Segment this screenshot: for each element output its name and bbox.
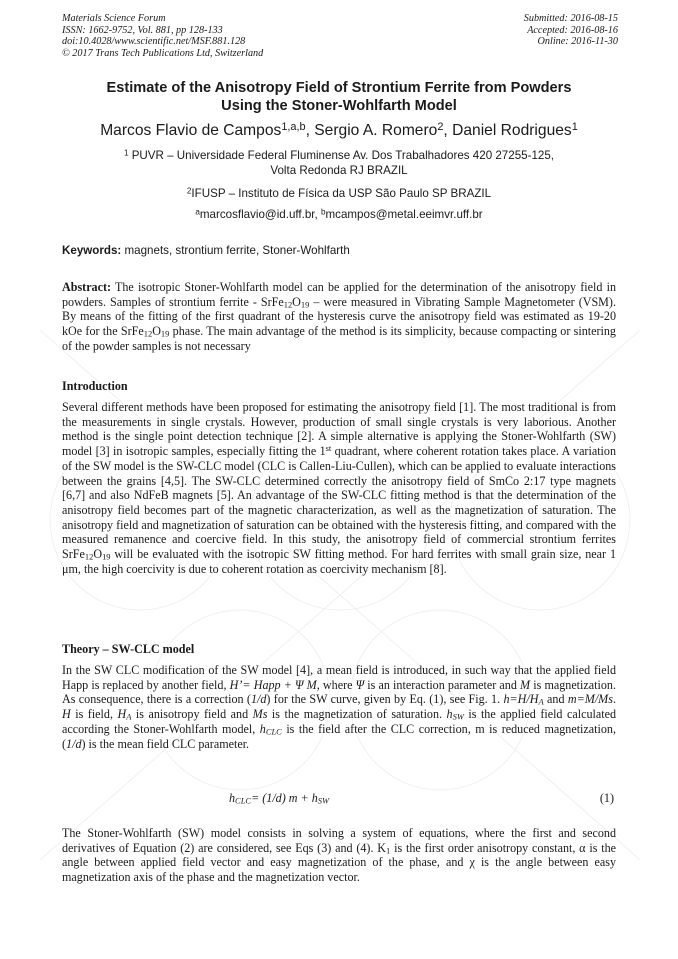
text-run: is field, [70, 707, 118, 722]
keywords [62, 244, 618, 258]
math-run: Ms [252, 707, 268, 722]
paper-title [40, 80, 638, 115]
author-affiliation-mark: 1,a,b [281, 121, 306, 134]
math-run: 1/d [66, 736, 82, 751]
math-run: H [62, 707, 71, 722]
text-run: O [292, 294, 301, 309]
introduction-heading: Introduction [62, 379, 128, 393]
subscript: 12 [283, 299, 293, 310]
affiliation-mark: 2 [186, 186, 192, 196]
doi-line: doi:10.4028/www.scientific.net/MSF.881.128 [62, 36, 246, 47]
email-mark: a [195, 207, 200, 217]
author-emails [40, 208, 638, 223]
math-run: h [446, 707, 453, 722]
text-run: The isotropic Stoner-Wohlfarth model can be applied for the determination of the anisotropy field in powders. Samples of strontium ferrite - SrFe [62, 280, 616, 309]
math-run: 1/d [250, 692, 267, 707]
text-run: is magnetization. As consequence, there is a correction ( [62, 677, 616, 707]
math-run: M [520, 677, 531, 692]
equation-subscript: CLC [235, 795, 252, 806]
text-run: Several different methods have been proposed for estimating the anisotropy field [1]. The most traditional is from the measurements in single crystals. However, production of small single crystals is very laborious. Another method is the single point detection technique [2]. A simple alternative is applying the Stoner-Wohlfarth (SW) model [3] in isotropic samples, especially fitting the 1 [62, 400, 616, 459]
affiliation-1-line-1: PUVR – Universidade Federal Fluminense Av. Dos Trabalhadores 420 27255-125, [128, 149, 555, 162]
subscript: 19 [102, 551, 111, 562]
copyright-line: © 2017 Trans Tech Publications Ltd, Switzerland [62, 47, 264, 59]
text-run: O [152, 324, 161, 339]
text-run: quadrant, where coherent rotation takes place. A variation of the SW model is the SW-CLC model (CLC is Callen-Liu-Cullen), which can be applied to evaluate interactions between the grains [4,5]. The SW-CLC determined correctly the anisotropy field of SmCo 2:17 type magnets [6,7] and also NdFeB magnets [5]. An advantage of the SW-CLC fitting method is that the determination of the anisotropy field becomes part of the magnetic characterization, as well as the magnetization of saturation. The anisotropy field and magnetization of saturation can be obtained with the hysteresis fitting, and compared with the measured remanence and coercive field. In this study, the anisotropy field of commercial strontium ferrites SrFe [62, 444, 617, 562]
introduction-paragraph [62, 400, 616, 576]
equation-1 [62, 791, 616, 806]
math-subscript: A [126, 711, 132, 722]
stoner-wohlfarth-paragraph [62, 826, 616, 885]
text-run: is the applied field calculated according the Stoner-Wohlfarth model, [62, 707, 616, 736]
submitted-date: Submitted: 2016-08-15 [523, 13, 618, 24]
equation-subscript: SW [317, 795, 330, 806]
text-run: phase. The main advantage of the method is its simplicity, because compacting or sintering of the powder samples is not necessary [62, 324, 616, 353]
text-run: and [543, 692, 568, 707]
subscript: 19 [160, 328, 170, 339]
theory-paragraph [62, 663, 616, 751]
text-run: is the magnetization of saturation. [267, 707, 447, 722]
math-run: H’= Happ + Ψ M [229, 677, 317, 692]
keywords-text: magnets, strontium ferrite, Stoner-Wohlfarth [121, 244, 350, 257]
journal-header [62, 13, 263, 59]
text-run: will be evaluated with the isotropic SW fitting method. For hard ferrites with small grain size, near 1 μm, the high coercivity is due to coherent rotation as coercivity mechanism [8]. [62, 547, 616, 576]
equation-rhs: = (1/d) m + h [251, 791, 318, 805]
journal-name: Materials Science Forum [62, 13, 166, 24]
theory-heading: Theory – SW-CLC model [62, 642, 195, 656]
affiliation-mark: 1 [123, 148, 129, 158]
author-list [40, 122, 638, 140]
math-run: H [117, 707, 127, 722]
math-subscript: A [538, 697, 544, 708]
math-run: Ψ [355, 677, 365, 692]
equation-body [229, 791, 329, 806]
author-separator: , [443, 122, 453, 139]
author-name: Sergio A. Romero [314, 122, 438, 139]
email-link[interactable]: marcosflavio@id.uff.br, [199, 208, 321, 221]
math-run: h [259, 721, 266, 736]
text-run: is the first order anisotropy constant, α is the angle between applied field vector and easy magnetization of the phase, and χ is the angle between easy magnetization axis of the phase and the magnetization vector. [62, 840, 616, 885]
text-run: The Stoner-Wohlfarth (SW) model consists in solving a system of equations, where the first and second derivatives of Equation (2) are considered, see Eqs (3) and (4). K [62, 826, 616, 855]
superscript: st [325, 443, 332, 454]
math-subscript: CLC [265, 726, 282, 737]
abstract-label: Abstract: [62, 280, 112, 294]
online-date: Online: 2016-11-30 [537, 36, 618, 47]
author-name: Marcos Flavio de Campos [100, 122, 282, 139]
subscript: 19 [300, 299, 310, 310]
text-run: ) is the mean field CLC parameter. [81, 736, 250, 751]
keywords-label: Keywords: [62, 244, 122, 257]
author-affiliation-mark: 1 [571, 121, 578, 134]
text-run: ) for the SW curve, given by Eq. (1), see Fig. 1. [266, 692, 504, 707]
email-link[interactable]: mcampos@metal.eeimvr.uff.br [325, 208, 483, 221]
affiliation-2 [40, 187, 638, 202]
affiliation-1 [40, 149, 638, 178]
subscript: 12 [84, 551, 94, 562]
text-run: – were measured in Vibrating Sample Magnetometer (VSM). By means of the fitting of the first quadrant of the hysteresis curve the anisotropy field was estimated as 19-20 kOe for the SrFe [62, 294, 616, 339]
math-run: h=H/H [503, 692, 539, 707]
issn-line: ISSN: 1662-9752, Vol. 881, pp 128-133 [62, 24, 223, 36]
author-affiliation-mark: 2 [437, 121, 444, 134]
affiliation-2-text: IFUSP – Instituto de Física da USP São Paulo SP BRAZIL [191, 187, 492, 200]
equation-number: (1) [599, 791, 614, 805]
email-mark: b [320, 207, 326, 217]
text-run: In the SW CLC modification of the SW model [4], a mean field is introduced, in such way that the applied field Happ is replaced by another field, [62, 663, 616, 692]
title-line-1: Estimate of the Anisotropy Field of Strontium Ferrite from Powders [106, 80, 572, 96]
text-run: is anisotropy field and [131, 707, 253, 722]
math-subscript: SW [452, 711, 464, 722]
abstract [62, 280, 616, 354]
subscript: 1 [386, 845, 391, 856]
text-run: O [93, 547, 103, 562]
text-run: is the field after the CLC correction, m is reduced magnetization, ( [62, 721, 616, 751]
text-run: , where [316, 677, 356, 692]
math-run: m=M/Ms [567, 692, 613, 707]
subscript: 12 [143, 328, 153, 339]
text-run: . [612, 692, 616, 707]
dates-header [524, 13, 618, 48]
title-line-2: Using the Stoner-Wohlfarth Model [221, 97, 457, 114]
affiliation-1-line-2: Volta Redonda RJ BRAZIL [270, 163, 408, 177]
text-run: is an interaction parameter and [364, 677, 521, 692]
accepted-date: Accepted: 2016-08-16 [527, 24, 618, 36]
author-separator: , [305, 122, 315, 139]
author-name: Daniel Rodrigues [452, 122, 572, 139]
equation-lhs: h [229, 791, 236, 805]
